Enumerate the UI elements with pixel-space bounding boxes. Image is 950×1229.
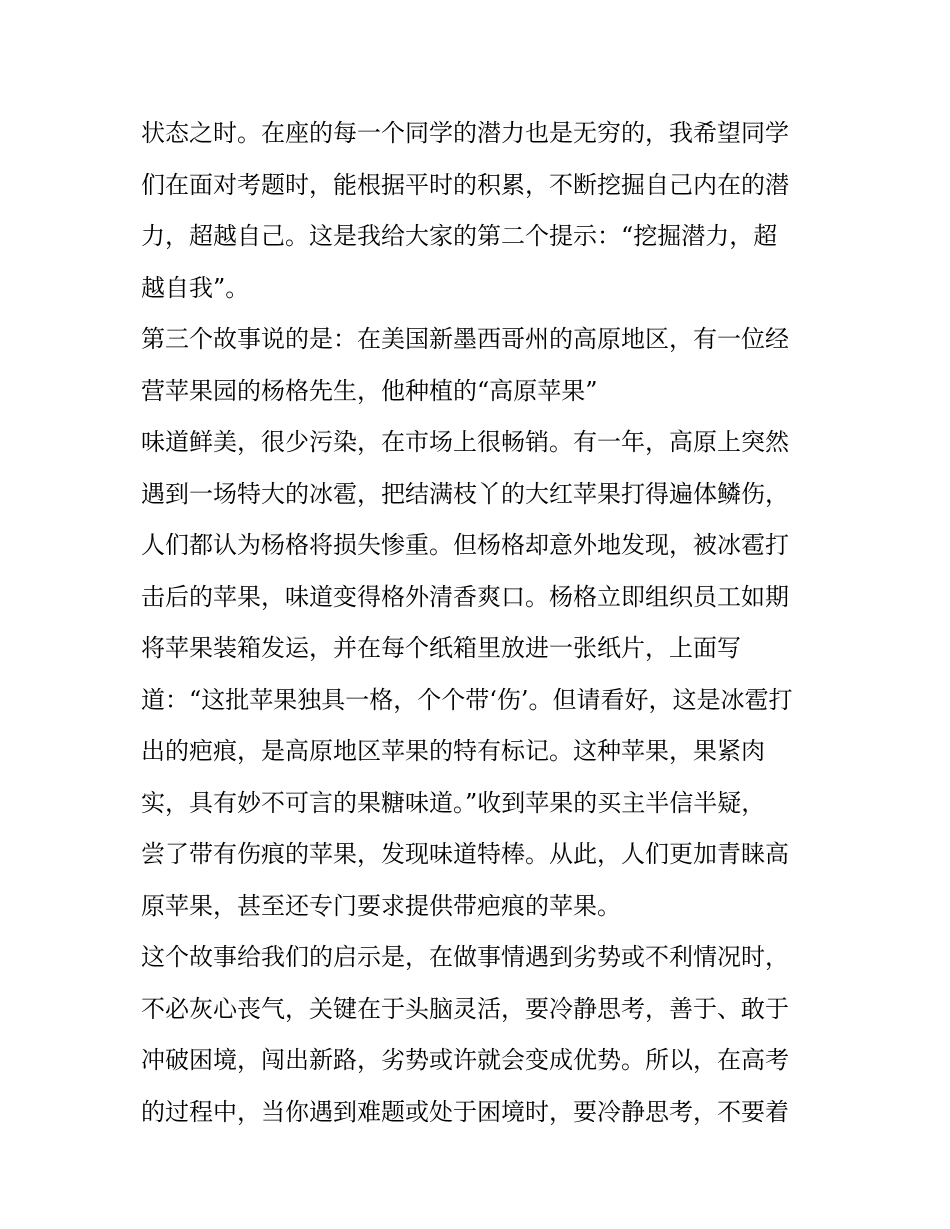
text-line: 遇到一场特大的冰雹，把结满枝丫的大红苹果打得遍体鳞伤， <box>141 479 789 508</box>
text-line: 营苹果园的杨格先生，他种植的“高原苹果” <box>141 376 598 405</box>
text-line: 人们都认为杨格将损失惨重。但杨格却意外地发现，被冰雹打 <box>141 531 789 559</box>
text-line: 尝了带有伤痕的苹果，发现味道特棒。从此，人们更加青睐高 <box>141 840 789 868</box>
text-line: 的过程中，当你遇到难题或处于困境时，要冷静思考，不要着 <box>141 1097 789 1126</box>
text-line: 原苹果，甚至还专门要求提供带疤痕的苹果。 <box>141 891 621 920</box>
document-body <box>141 108 821 1138</box>
text-line: 不必灰心丧气，关键在于头脑灵活，要冷静思考，善于、敢于 <box>141 994 789 1023</box>
text-line: 力，超越自己。这是我给大家的第二个提示：“挖掘潜力，超 <box>141 222 778 250</box>
text-line: 实，具有妙不可言的果糖味道。”收到苹果的买主半信半疑， <box>141 788 766 817</box>
text-line: 出的疤痕，是高原地区苹果的特有标记。这种苹果，果紧肉 <box>141 737 765 765</box>
text-line: 越自我”。 <box>141 273 250 302</box>
text-line: 冲破困境，闯出新路，劣势或许就会变成优势。所以，在高考 <box>141 1046 789 1074</box>
text-line: 击后的苹果，味道变得格外清香爽口。杨格立即组织员工如期 <box>141 582 789 611</box>
text-line: 第三个故事说的是：在美国新墨西哥州的高原地区，有一位经 <box>141 325 789 353</box>
text-line: 味道鲜美，很少污染，在市场上很畅销。有一年，高原上突然 <box>141 428 789 456</box>
text-line: 状态之时。在座的每一个同学的潜力也是无穷的，我希望同学 <box>141 119 789 147</box>
text-line: 道：“这批苹果独具一格，个个带‘伤’。但请看好，这是冰雹打 <box>141 685 793 714</box>
text-line: 们在面对考题时，能根据平时的积累，不断挖掘自己内在的潜 <box>141 170 789 199</box>
text-line: 将苹果装箱发运，并在每个纸箱里放进一张纸片，上面写 <box>141 634 741 662</box>
text-line: 这个故事给我们的启示是，在做事情遇到劣势或不利情况时， <box>141 943 789 971</box>
